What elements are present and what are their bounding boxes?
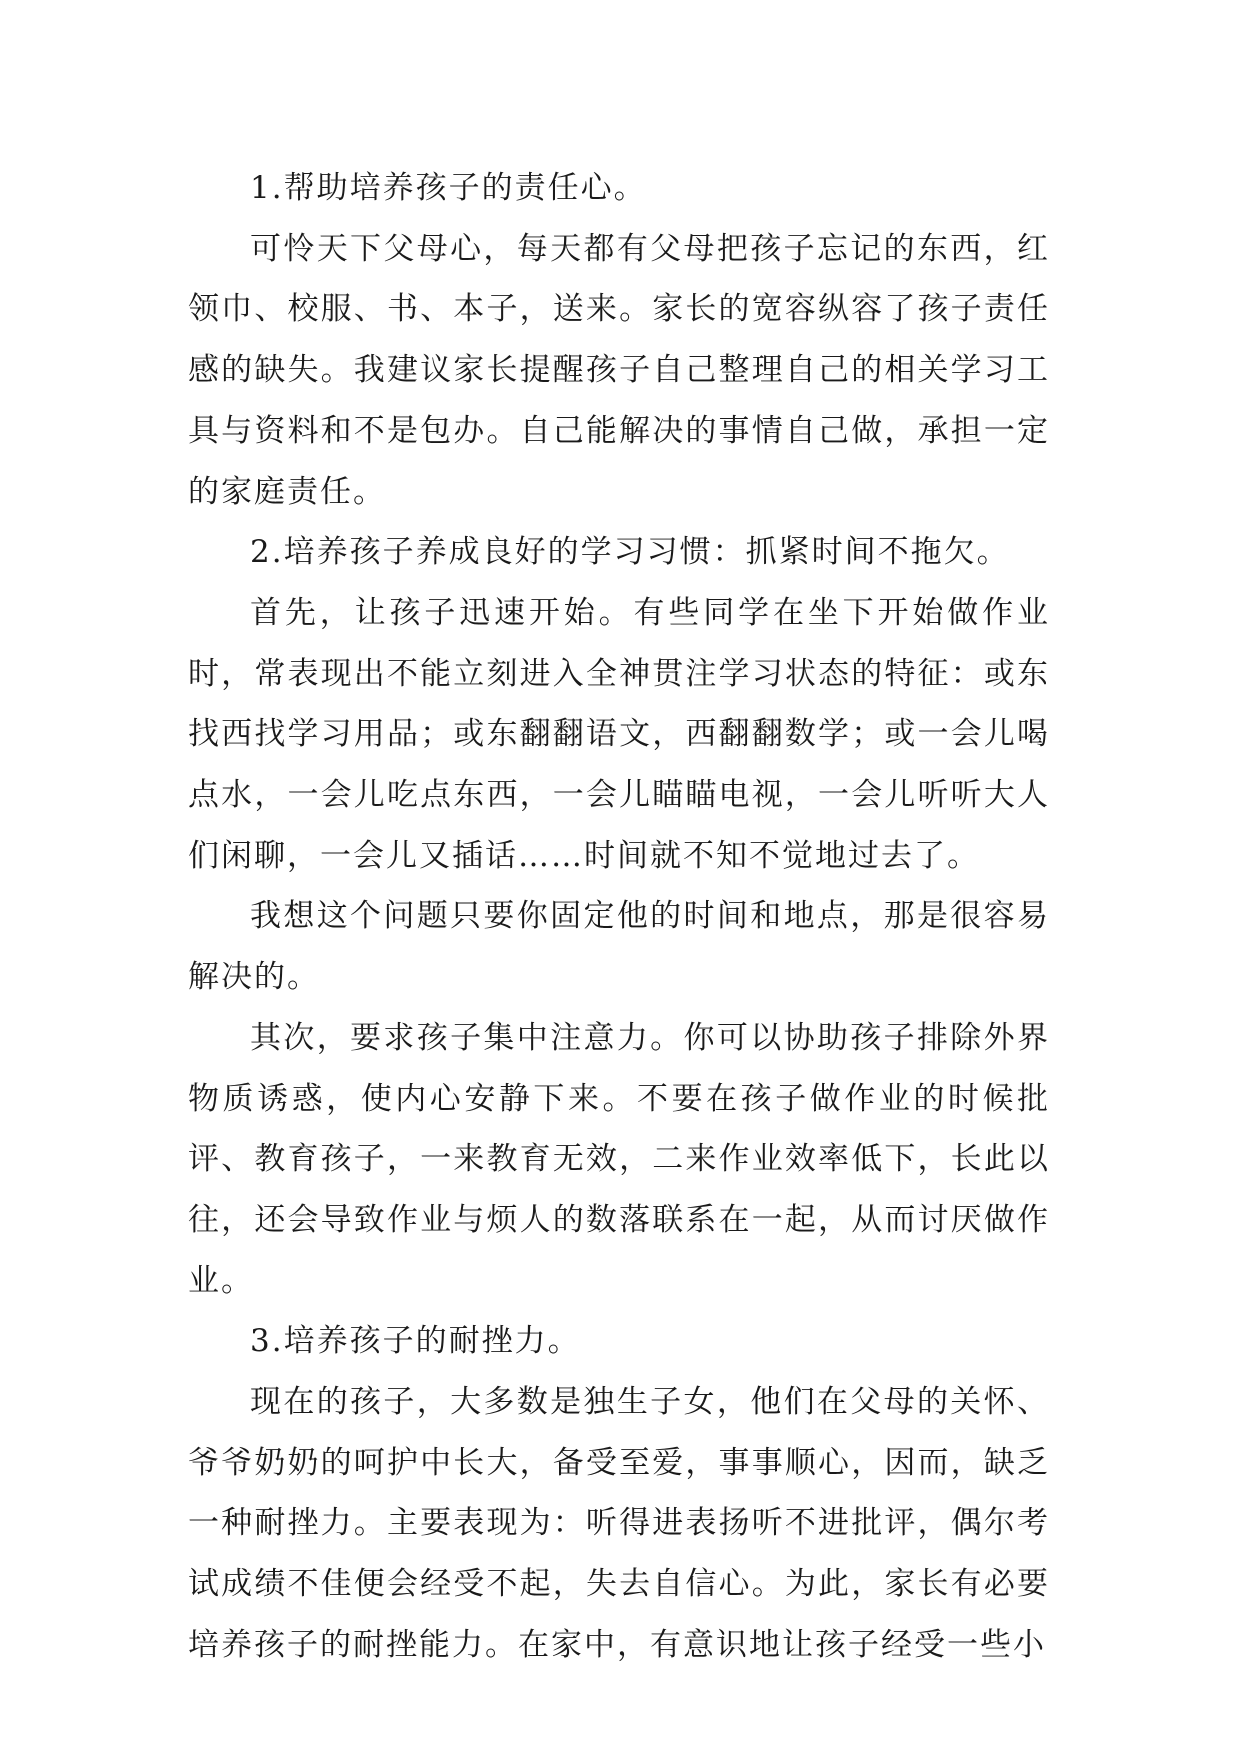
paragraph-fixed-time-place: 我想这个问题只要你固定他的时间和地点，那是很容易解决的。	[188, 898, 1050, 996]
paragraph-concentration: 其次，要求孩子集中注意力。你可以协助孩子排除外界物质诱惑，使内心安静下来。不要在孩子做作业的时候批评、教育孩子，一来教育无效，二来作业效率低下，长此以往，还会导致作业与烦人的数落联系在一起，从而讨厌做作业。	[188, 1019, 1050, 1299]
document-body	[188, 158, 1050, 1676]
paragraph-resilience: 现在的孩子，大多数是独生子女，他们在父母的关怀、爷爷奶奶的呵护中长大，备受至爱，事事顺心，因而，缺乏一种耐挫力。主要表现为：听得进表扬听不进批评，偶尔考试成绩不佳便会经受不起，失去自信心。为此，家长有必要培养孩子的耐挫能力。在家中，有意识地让孩子经受一些小	[188, 1384, 1050, 1663]
heading-resilience: 3.培养孩子的耐挫力。	[250, 1323, 581, 1360]
paragraph-responsibility: 可怜天下父母心，每天都有父母把孩子忘记的东西，红领巾、校服、书、本子，送来。家长的宽容纵容了孩子责任感的缺失。我建议家长提醒孩子自己整理自己的相关学习工具与资料和不是包办。自己能解决的事情自己做，承担一定的家庭责任。	[188, 230, 1050, 510]
paragraph-start-quickly: 首先，让孩子迅速开始。有些同学在坐下开始做作业时，常表现出不能立刻进入全神贯注学习状态的特征：或东找西找学习用品；或东翻翻语文，西翻翻数学；或一会儿喝点水，一会儿吃点东西，一会儿瞄瞄电视，一会儿听听大人们闲聊，一会儿又插话……时间就不知不觉地过去了。	[188, 594, 1050, 874]
heading-study-habits: 2.培养孩子养成良好的学习习惯：抓紧时间不拖欠。	[250, 534, 1010, 571]
heading-responsibility: 1.帮助培养孩子的责任心。	[250, 170, 647, 206]
